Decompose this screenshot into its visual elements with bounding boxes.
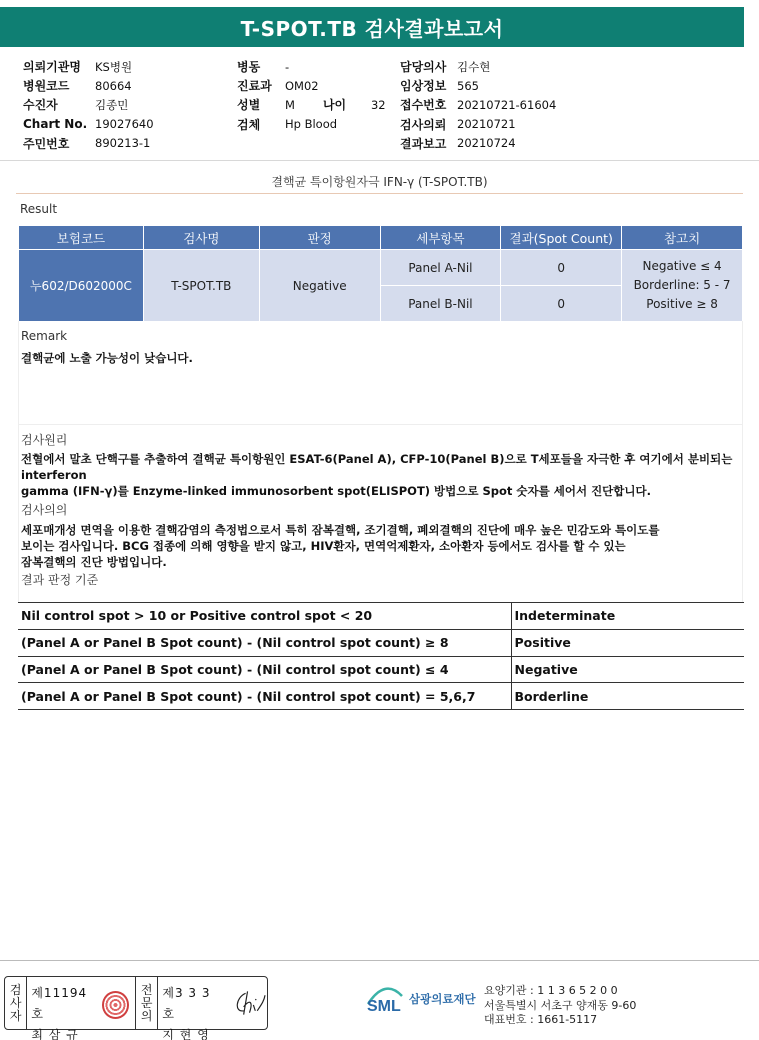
org-name: 삼광의료재단 (409, 992, 476, 1006)
info-label: 진료과 (237, 79, 272, 94)
specialist-license-no: 제3 3 3 호 (162, 986, 211, 1021)
inspector-license-no: 제11194호 (31, 986, 88, 1021)
info-label: 접수번호 (400, 98, 447, 113)
judgement-cell: Negative (259, 250, 380, 322)
org-info-line: 서울특별시 서초구 양재동 9-60 (484, 998, 637, 1012)
principle-line: 전혈에서 말초 단핵구를 추출하여 결핵균 특이항원인 ESAT-6(Panel A), CFP-10(Panel B)으로 T세포들을 자극한 후 여기에서 분비되는 (21, 452, 733, 466)
header-detail-item: 세부항목 (380, 226, 501, 250)
info-label: 병원코드 (23, 79, 70, 94)
info-value: 20210721-61604 (457, 97, 557, 112)
specialist-info (158, 977, 226, 1040)
table-row (18, 683, 744, 710)
info-label: 결과보고 (400, 136, 447, 151)
info-row-hospital-code (23, 76, 154, 95)
info-value: 890213-1 (95, 136, 151, 151)
specialist-label (136, 977, 157, 1029)
reference-cell (622, 250, 743, 322)
inspector-info (27, 977, 97, 1040)
criteria-result: Negative (511, 656, 744, 683)
remark-label: Remark (21, 329, 68, 343)
label-char: 자 (9, 1008, 22, 1023)
info-label: Chart No. (23, 117, 88, 132)
significance-label: 검사의의 (21, 503, 68, 517)
logo-mark: SML (367, 998, 401, 1014)
label-char: 검 (9, 982, 22, 997)
detail-item-cell: Panel A-Nil (380, 250, 501, 286)
criteria-condition: (Panel A or Panel B Spot count) - (Nil control spot count) ≤ 4 (18, 656, 511, 683)
label-char: 전 (140, 982, 153, 997)
method-section (18, 425, 743, 603)
result-cell: 0 (501, 286, 622, 322)
info-row-specimen (237, 115, 386, 134)
criteria-condition: Nil control spot > 10 or Positive control spot < 20 (18, 603, 511, 630)
header-result: 결과(Spot Count) (501, 226, 622, 250)
header-judgement: 판정 (259, 226, 380, 250)
significance-text (21, 522, 746, 570)
info-label: 의뢰기관명 (23, 60, 81, 75)
divider (16, 193, 743, 194)
info-value: - (285, 59, 290, 74)
age-value: 32 (370, 97, 386, 112)
info-row-report-date (400, 134, 556, 153)
info-row-institution (23, 57, 154, 76)
principle-text (21, 451, 746, 499)
footer-divider (0, 960, 759, 961)
info-label: 주민번호 (23, 136, 70, 151)
significance-line: 보이는 검사입니다. BCG 접종에 의해 영향을 받지 않고, HIV환자, 면역억제환자, 소아환자 등에서도 검사를 할 수 있는 (21, 539, 626, 553)
header-reference: 참고치 (622, 226, 743, 250)
divider (0, 160, 759, 161)
org-info (484, 984, 636, 1028)
label-char: 의 (140, 1008, 153, 1023)
info-row-request-date (400, 115, 556, 134)
info-row-department (237, 76, 386, 95)
info-value: 80664 (95, 78, 132, 93)
table-row (18, 603, 744, 630)
detail-item-cell: Panel B-Nil (380, 286, 501, 322)
criteria-result: Indeterminate (511, 603, 744, 630)
criteria-label: 결과 판정 기준 (21, 573, 99, 587)
label-char: 문 (140, 995, 153, 1010)
info-label: 검사의뢰 (400, 117, 447, 132)
info-value: 19027640 (95, 117, 154, 132)
table-row (18, 629, 744, 656)
info-row-receipt-no (400, 95, 556, 114)
info-value: M (285, 97, 295, 112)
info-value: 565 (457, 78, 479, 93)
info-row-chart-no (23, 115, 154, 134)
seal-stamp-icon (102, 991, 129, 1019)
info-row-ward (237, 57, 386, 76)
reference-line: Positive ≥ 8 (646, 297, 718, 311)
label-char: 사 (9, 995, 22, 1010)
insurance-code-cell: 누602/D602000C (19, 250, 144, 322)
report-title: T-SPOT.TB 검사결과보고서 (0, 7, 744, 47)
reference-line: Negative ≤ 4 (642, 259, 722, 273)
criteria-result: Positive (511, 629, 744, 656)
table-row (19, 250, 743, 286)
remark-text: 결핵균에 노출 가능성이 낮습니다. (21, 351, 193, 365)
info-label: 성별 (237, 98, 261, 113)
org-logo (365, 984, 476, 1014)
info-column-2 (237, 57, 386, 134)
inspector-name: 최 삼 규 (31, 1028, 79, 1040)
principle-line: interferon (21, 468, 87, 482)
criteria-table (18, 602, 744, 710)
handwritten-signature-icon (232, 987, 267, 1019)
info-label: 병동 (237, 60, 261, 75)
info-value: Hp Blood (285, 117, 338, 132)
test-subtitle: 결핵균 특이항원자극 IFN-γ (T-SPOT.TB) (271, 175, 488, 189)
info-label: 담당의사 (400, 60, 447, 75)
info-value: 김종민 (95, 97, 129, 112)
info-column-1 (23, 57, 154, 153)
info-column-3 (400, 57, 556, 153)
test-name-cell: T-SPOT.TB (143, 250, 259, 322)
header-insurance-code: 보험코드 (19, 226, 144, 250)
org-info-line: 대표번호 : 1661-5117 (484, 1013, 598, 1026)
info-row-sex-age (237, 95, 386, 114)
criteria-result: Borderline (511, 683, 744, 710)
info-value: 20210721 (457, 117, 516, 132)
info-value: KS병원 (95, 59, 133, 74)
significance-line: 세포매개성 면역을 이용한 결핵감염의 측정법으로서 특히 잠복결핵, 조기결핵, 폐외결핵의 진단에 매우 높은 민감도와 특이도를 (21, 523, 660, 537)
info-value: 20210724 (457, 136, 516, 151)
criteria-condition: (Panel A or Panel B Spot count) - (Nil control spot count) ≥ 8 (18, 629, 511, 656)
info-row-resident-no (23, 134, 154, 153)
inspector-label (5, 977, 26, 1029)
table-row (18, 656, 744, 683)
result-cell: 0 (501, 250, 622, 286)
header-test-name: 검사명 (143, 226, 259, 250)
info-label: 임상정보 (400, 79, 447, 94)
org-info-line: 요양기관 : 1 1 3 6 5 2 0 0 (484, 984, 618, 997)
sml-logo-icon (365, 984, 405, 1014)
result-table (18, 225, 743, 322)
specialist-name: 지 현 영 (162, 1028, 210, 1040)
info-row-patient (23, 95, 154, 114)
result-label: Result (20, 202, 58, 216)
principle-line: gamma (IFN-γ)를 Enzyme-linked immunosorbent spot(ELISPOT) 방법으로 Spot 숫자를 세어서 진단합니다. (21, 484, 651, 498)
age-label: 나이 (322, 98, 347, 113)
info-label: 수진자 (23, 98, 58, 113)
info-value: OM02 (285, 78, 319, 93)
reference-line: Borderline: 5 - 7 (633, 278, 731, 292)
significance-line: 잠복결핵의 진단 방법입니다. (21, 555, 167, 569)
info-value: 김수현 (457, 59, 491, 74)
result-table-header (19, 226, 743, 250)
criteria-condition: (Panel A or Panel B Spot count) - (Nil control spot count) = 5,6,7 (18, 683, 511, 710)
remark-section (18, 321, 743, 425)
info-label: 검체 (237, 117, 261, 132)
signature-box (4, 976, 268, 1040)
info-row-clinical-info (400, 76, 556, 95)
info-row-doctor (400, 57, 556, 76)
principle-label: 검사원리 (21, 433, 68, 447)
